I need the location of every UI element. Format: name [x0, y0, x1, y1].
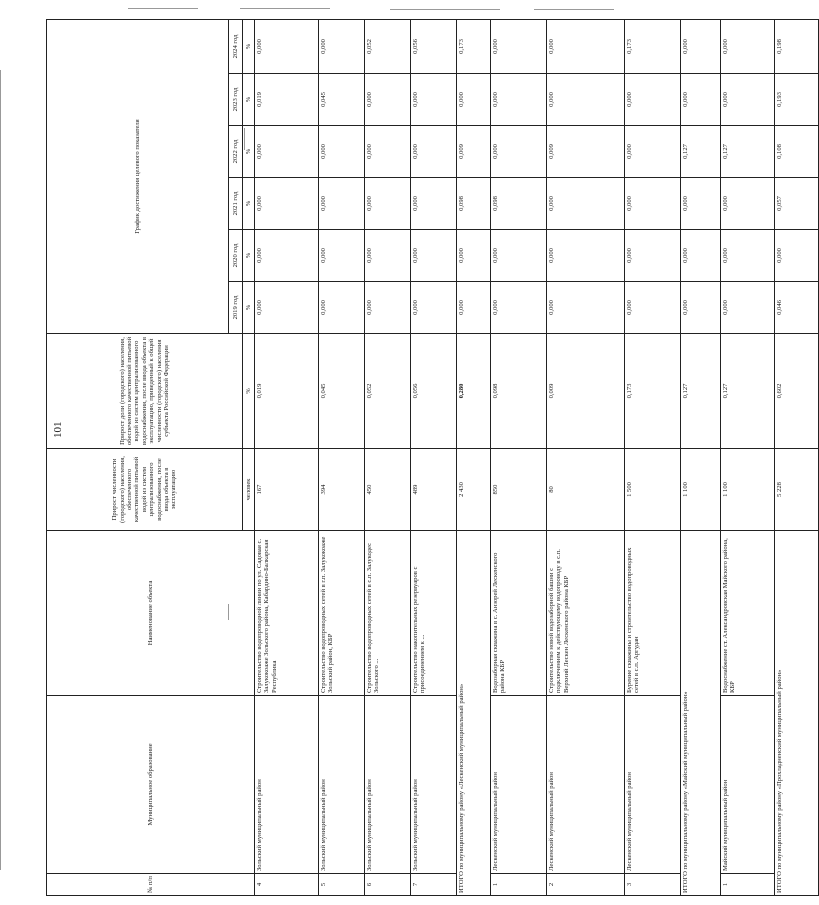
header-number: № п/п	[47, 874, 255, 896]
population-cell: 489	[411, 449, 457, 531]
year-value-cell: 0,000	[681, 20, 721, 74]
share-cell: 0,280	[457, 334, 491, 449]
year-value-cell: 0,198	[775, 20, 819, 74]
year-value-cell: 0,000	[411, 230, 457, 282]
year-value-cell: 0,000	[457, 74, 491, 126]
scan-mark	[128, 8, 198, 9]
year-value-cell: 0,000	[547, 74, 625, 126]
year-value-cell: 0,000	[319, 282, 365, 334]
header-year: 2024 год	[229, 20, 243, 74]
municipality-cell: Зольский муниципальный район	[319, 696, 365, 874]
share-cell: 0,173	[625, 334, 681, 449]
year-value-cell: 0,000	[457, 230, 491, 282]
table-body	[255, 20, 819, 896]
scan-mark	[244, 128, 245, 150]
year-value-cell: 0,000	[365, 282, 411, 334]
year-value-cell: 0,009	[547, 126, 625, 178]
year-value-cell: 0,098	[491, 178, 547, 230]
population-cell: 450	[365, 449, 411, 531]
year-value-cell: 0,000	[625, 178, 681, 230]
row-number: 1	[721, 874, 775, 896]
header-share: Прирост доли (городского) населения, обеспеченного качественной питьевой водой из систем централизованного водоснабжения, после ввода объекта в эксплуатацию, приведенный к общей численности (городского) населения субъекта Российской Федерации	[47, 334, 243, 449]
year-value-cell: 0,000	[457, 282, 491, 334]
row-number: 5	[319, 874, 365, 896]
year-value-cell: 0,056	[411, 20, 457, 74]
year-value-cell: 0,173	[457, 20, 491, 74]
year-value-cell: 0,000	[491, 282, 547, 334]
scan-mark	[228, 604, 229, 620]
unit-year: %	[243, 230, 255, 282]
year-value-cell: 0,000	[411, 74, 457, 126]
table-row	[721, 20, 775, 896]
share-cell: 0,098	[491, 334, 547, 449]
unit-year: %	[243, 282, 255, 334]
row-number: 2	[547, 874, 625, 896]
share-cell: 0,127	[721, 334, 775, 449]
year-value-cell: 0,046	[775, 282, 819, 334]
year-value-cell: 0,000	[681, 74, 721, 126]
year-value-cell: 0,108	[775, 126, 819, 178]
year-value-cell: 0,045	[319, 74, 365, 126]
population-cell: 1 100	[681, 449, 721, 531]
year-value-cell: 0,000	[721, 20, 775, 74]
year-value-cell: 0,000	[255, 178, 319, 230]
unit-year: %	[243, 20, 255, 74]
year-value-cell: 0,000	[491, 126, 547, 178]
year-value-cell: 0,000	[255, 20, 319, 74]
object-name-cell: Строительство накопительных резервуаров с присоединением к ...	[411, 531, 457, 696]
scan-mark	[0, 70, 1, 870]
row-number: 1	[491, 874, 547, 896]
unit-year: %	[243, 126, 255, 178]
year-value-cell: 0,000	[625, 74, 681, 126]
year-value-cell: 0,000	[775, 230, 819, 282]
population-cell: 850	[491, 449, 547, 531]
municipality-cell: Лескенский муниципальный район	[547, 696, 625, 874]
year-value-cell: 0,127	[681, 126, 721, 178]
year-value-cell: 0,000	[411, 178, 457, 230]
object-name-cell: Водозаборная скважина в с. Анзорей Лескенского района КБР	[491, 531, 547, 696]
year-value-cell: 0,000	[721, 282, 775, 334]
unit-population: человек	[243, 449, 255, 531]
share-cell: 0,127	[681, 334, 721, 449]
year-value-cell: 0,000	[491, 20, 547, 74]
header-year: 2019 год	[229, 282, 243, 334]
year-value-cell: 0,057	[775, 178, 819, 230]
document-frame	[46, 20, 783, 896]
year-value-cell: 0,000	[625, 126, 681, 178]
year-value-cell: 0,000	[547, 20, 625, 74]
year-value-cell: 0,000	[547, 282, 625, 334]
unit-year: %	[243, 74, 255, 126]
table-total-row	[775, 20, 819, 896]
year-value-cell: 0,000	[491, 74, 547, 126]
scan-mark	[534, 9, 614, 10]
table-total-row	[681, 20, 721, 896]
municipality-cell: Лескенский муниципальный район	[491, 696, 547, 874]
header-municipality: Муниципальное образование	[47, 696, 255, 874]
year-value-cell: 0,052	[365, 20, 411, 74]
object-name-cell: Строительство водопроводной линии по ул. Садовая с. Залукокоаже Зольского района, Кабардино-Балкарская Республика	[255, 531, 319, 696]
population-cell: 394	[319, 449, 365, 531]
header-year: 2020 год	[229, 230, 243, 282]
year-value-cell: 0,000	[411, 282, 457, 334]
table-row	[319, 20, 365, 896]
year-value-cell: 0,000	[319, 178, 365, 230]
total-label: ИТОГО по муниципальному району «Майский муниципальный район»	[681, 531, 721, 896]
total-label: ИТОГО по муниципальному району «Прохладненский муниципальный район»	[775, 531, 819, 896]
row-number: 3	[625, 874, 681, 896]
municipality-cell: Лескенский муниципальный район	[625, 696, 681, 874]
population-cell: 167	[255, 449, 319, 531]
table-row	[411, 20, 457, 896]
object-name-cell: Строительство новой водозаборной башни с подключением к действующему водопроводу в с.п. Верхний Лескен Лескенского района КБР	[547, 531, 625, 696]
year-value-cell: 0,000	[319, 20, 365, 74]
header-year: 2021 год	[229, 178, 243, 230]
unit-year: %	[243, 178, 255, 230]
year-value-cell: 0,000	[491, 230, 547, 282]
population-cell: 1 100	[721, 449, 775, 531]
total-label: ИТОГО по муниципальному району «Лескенский муниципальный район»	[457, 531, 491, 896]
table-row	[625, 20, 681, 896]
year-value-cell: 0,000	[681, 230, 721, 282]
year-value-cell: 0,000	[625, 282, 681, 334]
population-cell: 80	[547, 449, 625, 531]
year-value-cell: 0,000	[255, 230, 319, 282]
share-cell: 0,602	[775, 334, 819, 449]
year-value-cell: 0,000	[721, 178, 775, 230]
object-name-cell: Строительство водопроводных сетей в с.п. Залукодес Зольского ...	[365, 531, 411, 696]
share-cell: 0,009	[547, 334, 625, 449]
object-name-cell: Водоснабжение ст. Александровская Майского района, КБР	[721, 531, 775, 696]
year-value-cell: 0,000	[319, 126, 365, 178]
population-cell: 5 228	[775, 449, 819, 531]
rotated-table-wrapper	[46, 20, 783, 896]
header-year: 2022 год	[229, 126, 243, 178]
year-value-cell: 0,000	[547, 230, 625, 282]
share-cell: 0,056	[411, 334, 457, 449]
table-row	[365, 20, 411, 896]
year-value-cell: 0,000	[365, 126, 411, 178]
municipality-cell: Майский муниципальный район	[721, 696, 775, 874]
year-value-cell: 0,019	[255, 74, 319, 126]
municipality-cell: Зольский муниципальный район	[255, 696, 319, 874]
year-value-cell: 0,009	[457, 126, 491, 178]
year-value-cell: 0,127	[721, 126, 775, 178]
year-value-cell: 0,000	[721, 230, 775, 282]
table-total-row	[457, 20, 491, 896]
year-value-cell: 0,000	[681, 178, 721, 230]
municipality-cell: Зольский муниципальный район	[365, 696, 411, 874]
row-number: 7	[411, 874, 457, 896]
year-value-cell: 0,000	[365, 74, 411, 126]
unit-share: %	[243, 334, 255, 449]
header-year: 2023 год	[229, 74, 243, 126]
share-cell: 0,019	[255, 334, 319, 449]
header-object: Наименование объекта	[47, 531, 255, 696]
page-number: 101	[52, 421, 64, 438]
header-schedule: График достижения целевого показателя	[47, 20, 229, 334]
year-value-cell: 0,000	[255, 126, 319, 178]
scan-mark	[240, 8, 330, 9]
year-value-cell: 0,000	[547, 178, 625, 230]
table-row	[255, 20, 319, 896]
year-value-cell: 0,193	[775, 74, 819, 126]
municipality-cell: Зольский муниципальный район	[411, 696, 457, 874]
table-row	[491, 20, 547, 896]
header-population: Прирост численности (городского) населения, обеспеченного качественной питьевой водой из систем централизованного водоснабжения, после ввода объекта в эксплуатацию	[47, 449, 243, 531]
population-cell: 1 500	[625, 449, 681, 531]
year-value-cell: 0,000	[319, 230, 365, 282]
year-value-cell: 0,000	[721, 74, 775, 126]
year-value-cell: 0,098	[457, 178, 491, 230]
row-number: 4	[255, 874, 319, 896]
share-cell: 0,052	[365, 334, 411, 449]
year-value-cell: 0,000	[411, 126, 457, 178]
year-value-cell: 0,000	[365, 178, 411, 230]
object-name-cell: Бурение скважины и строительство водопроводных сетей в с.п. Аргудан	[625, 531, 681, 696]
share-cell: 0,045	[319, 334, 365, 449]
row-number: 6	[365, 874, 411, 896]
scan-mark	[390, 9, 500, 10]
object-name-cell: Строительство водопроводных сетей в г.п. Залукокоаже Зольский район, КБР	[319, 531, 365, 696]
year-value-cell: 0,000	[681, 282, 721, 334]
year-value-cell: 0,173	[625, 20, 681, 74]
target-indicator-table	[46, 19, 819, 896]
population-cell: 2 430	[457, 449, 491, 531]
year-value-cell: 0,000	[365, 230, 411, 282]
year-value-cell: 0,000	[625, 230, 681, 282]
table-row	[547, 20, 625, 896]
year-value-cell: 0,000	[255, 282, 319, 334]
